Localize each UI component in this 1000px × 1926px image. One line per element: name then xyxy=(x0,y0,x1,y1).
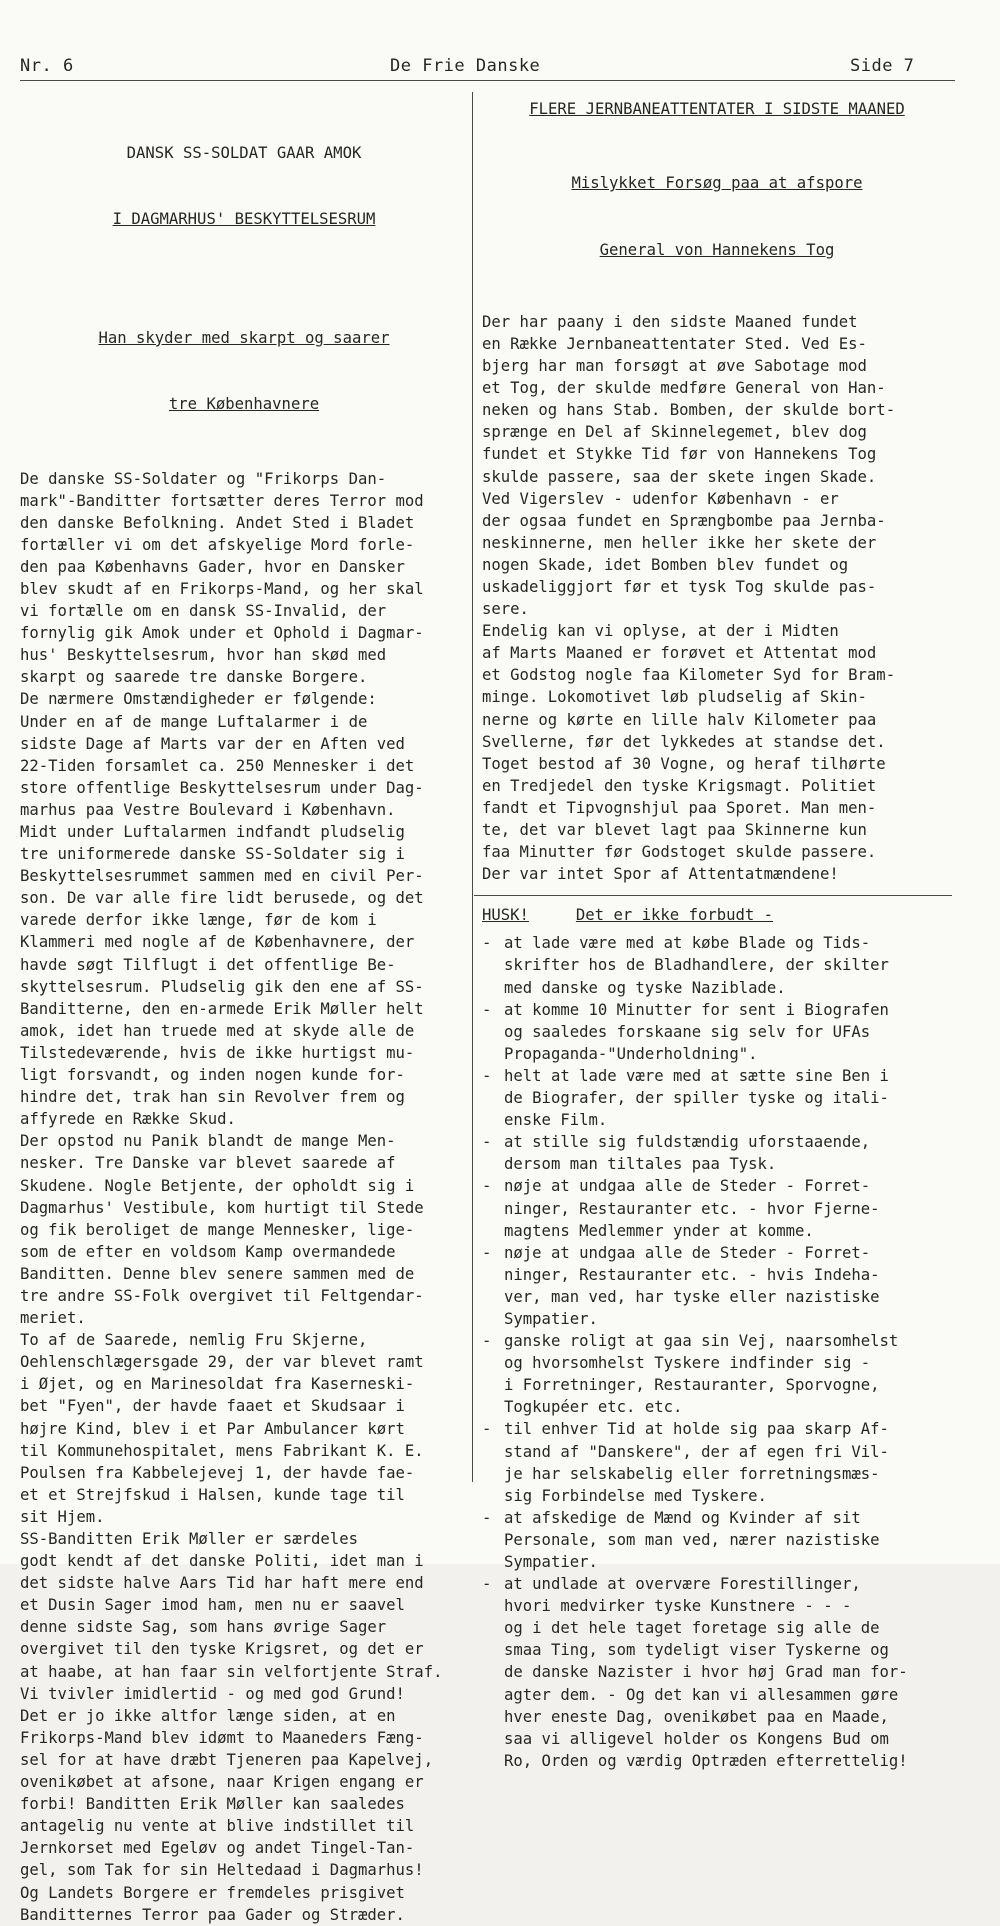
bullet-dash xyxy=(482,1728,504,1750)
text-line: bjerg har man forsøgt at øve Sabotage mod xyxy=(482,357,867,376)
list-item-line xyxy=(482,1750,952,1772)
bullet-dash xyxy=(482,1153,504,1175)
list-item-line xyxy=(482,1286,952,1308)
right-column xyxy=(482,98,952,1772)
text-line: vi fortælle om en dansk SS-Invalid, der xyxy=(20,602,387,621)
bullet-dash xyxy=(482,1706,504,1728)
text-line: De danske SS-Soldater og "Frikorps Dan- xyxy=(20,469,387,488)
bullet-dash xyxy=(482,1684,504,1706)
text-line: Banditterne, den en-armede Erik Møller helt xyxy=(20,999,424,1018)
text-line: Banditten. Denne blev senere sammen med de xyxy=(20,1264,415,1283)
text-line: tre andre SS-Folk overgivet til Feltgendar- xyxy=(20,1286,424,1305)
text-line: ligt forsvandt, og inden nogen kunde for- xyxy=(20,1066,405,1085)
text-line: Banditternes Terror paa Gader og Stræder. xyxy=(20,1905,405,1924)
text-line: sidste Dage af Marts var der en Aften ved xyxy=(20,734,405,753)
text-line: nogen Skade, idet Bomben blev fundet og xyxy=(482,555,849,574)
list-item-text: Personale, som man ved, nærer nazistiske xyxy=(504,1530,880,1549)
right-headline: FLERE JERNBANEATTENTATER I SIDSTE MAANED xyxy=(529,100,905,118)
text-line: meriet. xyxy=(20,1309,86,1328)
list-item-text: saa vi alligevel holder os Kongens Bud om xyxy=(504,1729,889,1748)
text-line: en Række Jernbaneattentater Sted. Ved Es- xyxy=(482,334,867,353)
list-item-line xyxy=(482,1617,952,1639)
left-subheadline xyxy=(20,283,468,460)
text-line: neken og hans Stab. Bomben, der skulde bort- xyxy=(482,401,896,420)
list-item-line xyxy=(482,1639,952,1661)
text-line: Oehlenschlægersgade 29, der var blevet ramt xyxy=(20,1353,424,1372)
text-line: Beskyttelsesrummet sammen med en civil Per- xyxy=(20,867,424,886)
text-line: Ved Vigerslev - udenfor København - er xyxy=(482,489,839,508)
list-item-text: de Biografer, der spiller tyske og itali- xyxy=(504,1089,889,1108)
bullet-dash xyxy=(482,1750,504,1772)
text-line: To af de Saarede, nemlig Fru Skjerne, xyxy=(20,1331,368,1350)
list-item-text: og hvorsomhelst Tyskere indfinder sig - xyxy=(504,1354,871,1373)
list-item xyxy=(482,1418,952,1506)
list-item-text: stand af "Danskere", der af egen fri Vil- xyxy=(504,1442,889,1461)
bullet-dash: - xyxy=(482,1332,492,1351)
text-line: en Tredjedel den tyske Krigsmagt. Politiet xyxy=(482,776,877,795)
text-line: gel, som Tak for sin Heltedaad i Dagmarhus! xyxy=(20,1861,424,1880)
list-item-text: agter dem. - Og det kan vi allesammen gøre xyxy=(504,1685,899,1704)
text-line: at haabe, at han faar sin velfortjente Straf. xyxy=(20,1662,443,1681)
list-item-text: Ro, Orden og værdig Optræden efterrettelig! xyxy=(504,1751,908,1770)
text-line: affyrede en Række Skud. xyxy=(20,1110,236,1129)
text-line: Vi tvivler imidlertid - og med god Grund! xyxy=(20,1684,405,1703)
text-line: havde søgt Tilflugt i det offentlige Be- xyxy=(20,955,396,974)
list-item-text: ninger, Restauranter etc. - hvis Indeha- xyxy=(504,1265,880,1284)
list-item-line xyxy=(482,1661,952,1683)
list-item-text: hvori medvirker tyske Kunstnere - - - xyxy=(504,1597,852,1616)
list-item-line xyxy=(482,1131,952,1153)
list-item-line xyxy=(482,1330,952,1352)
text-line: fortæller vi om det afskyelige Mord forle- xyxy=(20,535,415,554)
text-line: neskinnerne, men heller ikke her skete der xyxy=(482,533,877,552)
list-item xyxy=(482,1175,952,1241)
text-line: sel for at have dræbt Tjeneren paa Kapelvej, xyxy=(20,1750,434,1769)
list-item-line xyxy=(482,1485,952,1507)
text-line: Endelig kan vi oplyse, at der i Midten xyxy=(482,622,839,641)
list-item-text: at afskedige de Mænd og Kvinder af sit xyxy=(504,1508,861,1527)
list-item-line xyxy=(482,1728,952,1750)
text-line: marhus paa Vestre Boulevard i København. xyxy=(20,800,396,819)
list-item-text: nøje at undgaa alle de Steder - Forret- xyxy=(504,1243,871,1262)
text-line: Det er jo ikke altfor længe siden, at en xyxy=(20,1706,396,1725)
list-item-text: at undlade at overvære Forestillinger, xyxy=(504,1575,861,1594)
list-item-text: hver eneste Dag, ovenikøbet paa en Maade, xyxy=(504,1707,889,1726)
list-item-text: og i det hele taget foretage sig alle de xyxy=(504,1619,880,1638)
text-line: nesker. Tre Danske var blevet saarede af xyxy=(20,1154,396,1173)
list-item-line xyxy=(482,1175,952,1197)
text-line: til Kommunehospitalet, mens Fabrikant K. E. xyxy=(20,1441,424,1460)
list-item-line xyxy=(482,1507,952,1529)
bullet-dash: - xyxy=(482,1420,492,1439)
text-line: sit Hjem. xyxy=(20,1507,105,1526)
list-item-line xyxy=(482,1463,952,1485)
bullet-dash: - xyxy=(482,1177,492,1196)
text-line: mark"-Banditter fortsætter deres Terror mod xyxy=(20,491,424,510)
list-item-line xyxy=(482,1706,952,1728)
list-item-text: Togkupéer etc. etc. xyxy=(504,1398,683,1417)
list-item-line xyxy=(482,1264,952,1286)
list-item-text: magtens Medlemmer ynder at komme. xyxy=(504,1221,814,1240)
text-line: SS-Banditten Erik Møller er særdeles xyxy=(20,1530,358,1548)
text-line: som de efter en voldsom Kamp overmandede xyxy=(20,1242,396,1261)
text-line: De nærmere Omstændigheder er følgende: xyxy=(20,690,377,709)
bullet-dash xyxy=(482,1109,504,1131)
text-line: te, det var blevet lagt paa Skinnerne kun xyxy=(482,821,867,839)
left-article-body xyxy=(20,468,468,1926)
bullet-dash xyxy=(482,1286,504,1308)
list-item-text: nøje at undgaa alle de Steder - Forret- xyxy=(504,1177,871,1196)
text-line: Der opstod nu Panik blandt de mange Men- xyxy=(20,1132,396,1151)
list-item-line xyxy=(482,1242,952,1264)
bullet-dash: - xyxy=(482,934,492,953)
text-line: Frikorps-Mand blev idømt to Maaneders Fæng- xyxy=(20,1728,424,1747)
bullet-dash xyxy=(482,1374,504,1396)
list-item-text: de danske Nazister i hvor høj Grad man for- xyxy=(504,1663,908,1682)
bullet-dash xyxy=(482,954,504,976)
list-item-line xyxy=(482,1374,952,1396)
list-item-text: Sympatier. xyxy=(504,1309,598,1328)
header-rule xyxy=(20,80,955,81)
left-headline-line: I DAGMARHUS' BESKYTTELSESRUM xyxy=(112,210,376,229)
text-line: blev skudt af en Frikorps-Mand, og her skal xyxy=(20,579,424,598)
list-item-line xyxy=(482,1573,952,1595)
text-line: nerne og kørte en lille halv Kilometer paa xyxy=(482,710,877,729)
bullet-dash xyxy=(482,1308,504,1330)
section-divider xyxy=(474,895,952,896)
bullet-dash xyxy=(482,1087,504,1109)
text-line: hus' Beskyttelsesrum, hvor han skød med xyxy=(20,646,387,665)
text-line: et Tog, der skulde medføre General von Han- xyxy=(482,379,886,398)
text-line: fandt et Tipvognshjul paa Sporet. Man men- xyxy=(482,798,877,817)
list-item-text: at lade være med at købe Blade og Tids- xyxy=(504,934,871,953)
left-subheadline-line: Han skyder med skarpt og saarer xyxy=(98,328,390,347)
text-line: Klammeri med nogle af de Københavnere, der xyxy=(20,933,415,952)
text-line: Midt under Luftalarmen indfandt pludselig xyxy=(20,823,405,841)
text-line: denne sidste Sag, som hans øvrige Sager xyxy=(20,1618,387,1637)
text-line: sprænge en Del af Skinnelegemet, blev dog xyxy=(482,423,867,442)
list-item-text: smaa Ting, som tydeligt viser Tyskerne og xyxy=(504,1641,889,1660)
list-item-text: ninger, Restauranter etc. - hvor Fjerne- xyxy=(504,1199,880,1218)
list-item xyxy=(482,1131,952,1175)
text-line: bet "Fyen", der havde faaet et Skudsaar i xyxy=(20,1397,405,1416)
text-line: Jernkorset med Egeløv og andet Tingel-Tan- xyxy=(20,1839,415,1858)
list-item-text: med danske og tyske Naziblade. xyxy=(504,978,786,997)
husk-subtitle: Det er ikke forbudt - xyxy=(575,906,774,925)
text-line: fundet et Stykke Tid før von Hannekens Tog xyxy=(482,445,877,464)
bullet-dash xyxy=(482,1021,504,1043)
list-item-line xyxy=(482,954,952,976)
bullet-dash xyxy=(482,1396,504,1418)
text-line: skyttelsesrum. Pludselig gik den ene af SS- xyxy=(20,977,424,996)
list-item-text: skrifter hos de Bladhandlere, der skilter xyxy=(504,956,889,975)
text-line: godt kendt af det danske Politi, idet man i xyxy=(20,1552,424,1571)
bullet-dash xyxy=(482,1485,504,1507)
text-line: Toget bestod af 30 Vogne, og heraf tilhørte xyxy=(482,754,886,773)
text-line: den paa Københavns Gader, hvor en Dansker xyxy=(20,557,405,576)
bullet-dash xyxy=(482,1463,504,1485)
list-item-line xyxy=(482,1418,952,1440)
text-line: Poulsen fra Kabbelejevej 1, der havde fae- xyxy=(20,1463,415,1482)
text-line: antagelig nu vente at blive indstillet til xyxy=(20,1817,415,1836)
text-line: amok, idet han truede med at skyde alle de xyxy=(20,1021,415,1040)
text-line: fornylig gik Amok under et Ophold i Dagmar- xyxy=(20,624,424,643)
text-line: Svellerne, før det lykkedes at standse det. xyxy=(482,732,886,751)
list-item-line xyxy=(482,1153,952,1175)
text-line: store offentlige Beskyttelsesrum under Dag- xyxy=(20,778,424,797)
list-item-text: til enhver Tid at holde sig paa skarp Af- xyxy=(504,1420,889,1439)
husk-label: HUSK! xyxy=(482,906,529,925)
text-line: sere. xyxy=(482,600,529,619)
list-item-text: sig Forbindelse med Tyskere. xyxy=(504,1486,767,1505)
text-line: varede derfor ikke længe, før de kom i xyxy=(20,911,377,930)
bullet-dash xyxy=(482,1220,504,1242)
text-line: ovenikøbet at afsone, naar Krigen engang er xyxy=(20,1773,424,1792)
bullet-dash: - xyxy=(482,1133,492,1152)
husk-heading xyxy=(482,904,952,926)
text-line: son. De var alle fire lidt berusede, og det xyxy=(20,889,424,908)
column-divider xyxy=(472,92,473,1482)
text-line: et Godstog nogle faa Kilometer Syd for Bram- xyxy=(482,666,896,685)
text-line: hindre det, trak han sin Revolver frem og xyxy=(20,1088,405,1107)
list-item-line xyxy=(482,1308,952,1330)
text-line: forbi! Banditten Erik Møller kan saaledes xyxy=(20,1795,405,1814)
list-item-text: i Forretninger, Restauranter, Sporvogne, xyxy=(504,1376,880,1395)
text-line: Dagmarhus' Vestibule, kom hurtigt til Stede xyxy=(20,1198,424,1217)
list-item-text: og saaledes forskaane sig selv for UFAs xyxy=(504,1022,871,1041)
list-item-line xyxy=(482,1396,952,1418)
bullet-dash xyxy=(482,1264,504,1286)
bullet-dash xyxy=(482,1617,504,1639)
list-item-text: ganske roligt at gaa sin Vej, naarsomhelst xyxy=(504,1332,899,1351)
bullet-dash xyxy=(482,1352,504,1374)
list-item-line xyxy=(482,932,952,954)
bullet-dash xyxy=(482,1661,504,1683)
text-line: den danske Befolkning. Andet Sted i Bladet xyxy=(20,513,415,532)
list-item-line xyxy=(482,1109,952,1131)
bullet-dash xyxy=(482,1198,504,1220)
list-item-line xyxy=(482,1551,952,1573)
list-item-line xyxy=(482,1529,952,1551)
list-item-line xyxy=(482,1065,952,1087)
list-item-text: at komme 10 Minutter for sent i Biografen xyxy=(504,1000,889,1019)
text-line: Der var intet Spor af Attentatmændene! xyxy=(482,865,839,884)
list-item-line xyxy=(482,999,952,1021)
bullet-dash xyxy=(482,1551,504,1573)
right-subheadline-line: General von Hannekens Tog xyxy=(599,240,835,259)
list-item xyxy=(482,1507,952,1573)
text-line: uskadeliggjort før et tysk Tog skulde pas- xyxy=(482,577,877,596)
bullet-dash xyxy=(482,1595,504,1617)
masthead: De Frie Danske xyxy=(390,56,541,76)
bullet-dash xyxy=(482,977,504,999)
text-line: Tilstedeværende, hvis de ikke hurtigst mu- xyxy=(20,1043,415,1062)
bullet-dash xyxy=(482,1043,504,1065)
list-item-line xyxy=(482,1198,952,1220)
text-line: af Marts Maaned er forøvet et Attentat mod xyxy=(482,644,877,663)
page-number: Side 7 xyxy=(850,56,915,76)
text-line: Skudene. Nogle Betjente, der opholdt sig i xyxy=(20,1176,415,1195)
list-item-text: helt at lade være med at sætte sine Ben i xyxy=(504,1066,889,1085)
left-subheadline-line: tre Københavnere xyxy=(168,395,320,414)
right-article-body xyxy=(482,311,952,885)
text-line: overgivet til den tyske Krigsret, og det er xyxy=(20,1640,424,1659)
list-item-line xyxy=(482,1220,952,1242)
right-subheadline-line: Mislykket Forsøg paa at afspore xyxy=(571,174,863,193)
list-item-line xyxy=(482,1087,952,1109)
text-line: det sidste halve Aars Tid har haft mere end xyxy=(20,1574,424,1593)
left-headline xyxy=(20,98,468,275)
list-item-text: dersom man tiltales paa Tysk. xyxy=(504,1155,777,1174)
text-line: tre uniformerede danske SS-Soldater sig i xyxy=(20,845,405,864)
list-item-line xyxy=(482,1684,952,1706)
list-item-text: Propaganda-"Underholdning". xyxy=(504,1044,758,1063)
text-line: og fik beroliget de mange Mennesker, lige- xyxy=(20,1220,415,1239)
text-line: et et Strejfskud i Halsen, kunde tage til xyxy=(20,1485,405,1504)
left-headline-line: DANSK SS-SOLDAT GAAR AMOK xyxy=(126,144,362,163)
list-item-line xyxy=(482,1043,952,1065)
list-item-text: ver, man ved, har tyske eller nazistiske xyxy=(504,1287,880,1306)
list-item-text: at stille sig fuldstændig uforstaaende, xyxy=(504,1133,871,1152)
bullet-dash xyxy=(482,1529,504,1551)
list-item-line xyxy=(482,977,952,999)
list-item xyxy=(482,1065,952,1131)
bullet-dash: - xyxy=(482,1508,492,1527)
bullet-dash xyxy=(482,1441,504,1463)
right-subheadline xyxy=(482,128,952,305)
list-item-line xyxy=(482,1595,952,1617)
text-line: der ogsaa fundet en Sprængbombe paa Jernba- xyxy=(482,511,886,530)
text-line: Der har paany i den sidste Maaned fundet xyxy=(482,312,858,331)
text-line: Og Landets Borgere er fremdeles prisgivet xyxy=(20,1883,405,1902)
list-item xyxy=(482,1330,952,1418)
list-item-text: je har selskabelig eller forretningsmæs- xyxy=(504,1464,880,1483)
text-line: i Øjet, og en Marinesoldat fra Kaserneski- xyxy=(20,1375,415,1394)
bullet-dash: - xyxy=(482,1575,492,1594)
list-item xyxy=(482,1242,952,1330)
list-item-line xyxy=(482,1021,952,1043)
bullet-dash: - xyxy=(482,1243,492,1262)
text-line: skarpt og saarede tre danske Borgere. xyxy=(20,668,368,687)
text-line: minge. Lokomotivet løb pludselig af Skin- xyxy=(482,688,867,707)
list-item xyxy=(482,999,952,1065)
list-item-line xyxy=(482,1441,952,1463)
husk-list xyxy=(482,932,952,1772)
text-line: faa Minutter før Godstoget skulde passere. xyxy=(482,843,877,862)
left-column xyxy=(20,98,468,1926)
list-item xyxy=(482,932,952,998)
list-item-text: Sympatier. xyxy=(504,1553,598,1571)
issue-number: Nr. 6 xyxy=(20,56,74,76)
list-item-text: enske Film. xyxy=(504,1111,608,1130)
text-line: 22-Tiden forsamlet ca. 250 Mennesker i det xyxy=(20,756,415,775)
text-line: højre Kind, blev i et Par Ambulancer kørt xyxy=(20,1419,405,1438)
text-line: et Dusin Sager imod ham, men nu er saavel xyxy=(20,1596,405,1615)
bullet-dash: - xyxy=(482,1066,492,1085)
bullet-dash xyxy=(482,1639,504,1661)
list-item xyxy=(482,1573,952,1772)
text-line: skulde passere, saa der skete ingen Skade. xyxy=(482,467,877,486)
list-item-line xyxy=(482,1352,952,1374)
text-line: Under en af de mange Luftalarmer i de xyxy=(20,712,368,731)
bullet-dash: - xyxy=(482,1000,492,1019)
